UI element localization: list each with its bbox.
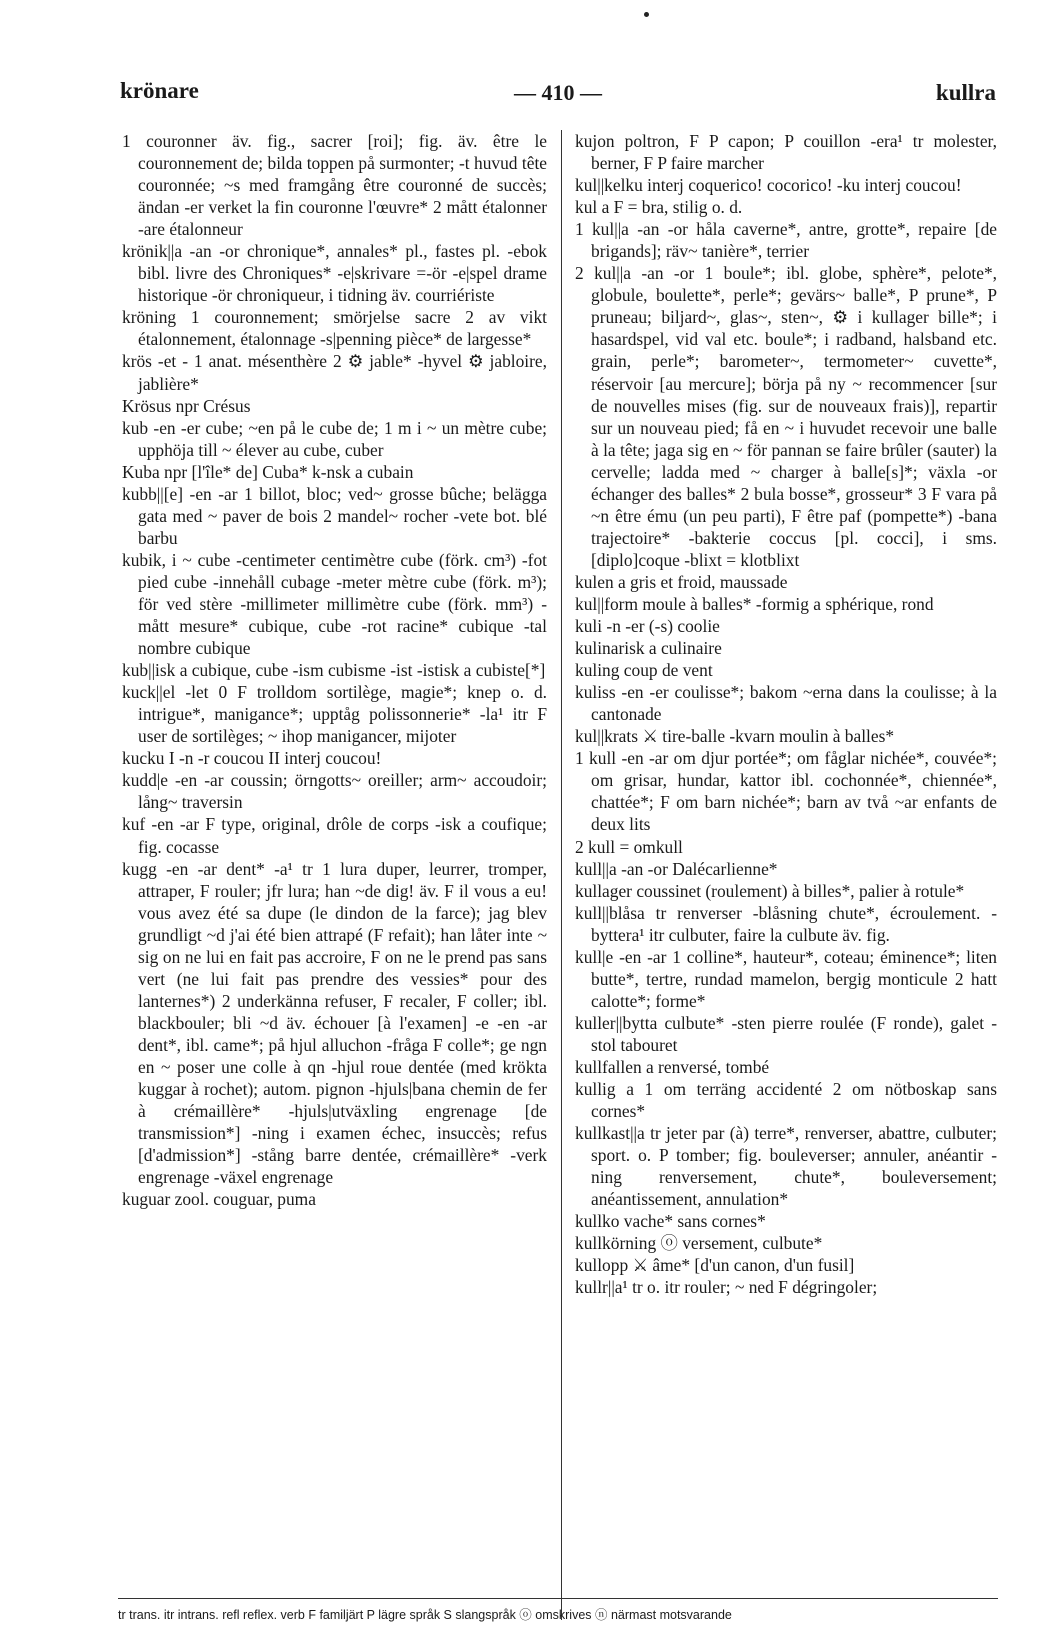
page-number: — 410 — — [514, 80, 602, 105]
dictionary-entry: kul||krats ⚔ tire-balle -kvarn moulin à balles* — [575, 726, 895, 747]
dictionary-entry: kugg -en -ar dent* -a¹ tr 1 lura duper, leurrer, tromper, attraper, F rouler; jfr lura; han ~de dig! äv. F il vous a eu! vous avez été sa dupe (le dindon de la farce); jag blev grundligt ~d j'ai été bien attrapé (F refait); han låter inte ~ sig on ne lui en fait pas accroire, F on ne le prend pas sans vert (ne lui fait pas prendre des vessies* pour des lanternes*) 2 underkänna refuser, F recaler, F coller; ibl. blackbouler; bli ~d äv. échouer [à l'examen] -e -en -ar dent*, ibl. came*; på hjul alluchon -fråga F colle*; ge ngn en ~ poser une colle à qn -hjul roue dentée (med krökta kuggar à rochet); autom. pignon -hjuls|bana chemin de fer à crémaillère* -hjuls|utväxling engrenage [de transmission*] -ning i examen échec, insuccès; refus [d'admission*] -stång barre dentée, crémaillère* -verk engrenage -växel engrenage — [122, 858, 547, 1188]
dictionary-entry: Krösus npr Crésus — [122, 395, 251, 416]
dictionary-entry: kubik, i ~ cube -centimeter centimètre cube (förk. cm³) -fot pied cube -innehåll cubage -meter mètre cube (förk. m³); för ved stère -millimeter millimètre cube (förk. mm³) -mått mesure* cubique, cube -rot racine* cubique -tal nombre cubique — [122, 549, 547, 659]
dictionary-entry: kuling coup de vent — [575, 660, 713, 681]
dictionary-entry: kuck||el -let 0 F trolldom sortilège, magie*; knep o. d. intrigue*, manigance*; upptåg polissonnerie* -la¹ itr F user de sortilèges; ~ ihop manigancer, mijoter — [122, 682, 547, 747]
dictionary-entry: kul||kelku interj coquerico! cocorico! -ku interj coucou! — [575, 175, 962, 196]
page-header — [120, 78, 996, 118]
column-divider — [561, 130, 562, 1620]
dictionary-entry: kull|e -en -ar 1 colline*, hauteur*, coteau; éminence*; liten butte*, tertre, rundad mamelon, bergig monticule 2 hatt calotte*; forme* — [575, 946, 997, 1011]
dictionary-entry: kullkörning ⓞ versement, culbute* — [575, 1233, 823, 1254]
dictionary-entry: kub -en -er cube; ~en på le cube de; 1 m i ~ un mètre cube; upphöja till ~ élever au cube, cuber — [122, 417, 547, 460]
ink-dot — [644, 12, 649, 17]
dictionary-entry: kuguar zool. couguar, puma — [122, 1189, 316, 1210]
header-first-word: krönare — [120, 78, 199, 103]
dictionary-entry: kullfallen a renversé, tombé — [575, 1056, 770, 1077]
dictionary-entry: kujon poltron, F P capon; P couillon -era¹ tr molester, berner, F P faire marcher — [575, 131, 997, 174]
dictionary-entry: kuf -en -ar F type, original, drôle de corps -isk a coufique; fig. cocasse — [122, 814, 547, 857]
dictionary-entry: kull||a -an -or Dalécarlienne* — [575, 858, 778, 879]
dictionary-entry: kul a F = bra, stilig o. d. — [575, 197, 743, 218]
dictionary-entry: kul||form moule à balles* -formig a sphérique, rond — [575, 593, 934, 614]
dictionary-entry: kull||blåsa tr renverser -blåsning chute*, écroulement. -byttera¹ itr culbuter, faire la culbute äv. fig. — [575, 902, 997, 945]
dictionary-entry: kullager coussinet (roulement) à billes*, palier à rotule* — [575, 880, 965, 901]
dictionary-entry: kub||isk a cubique, cube -ism cubisme -ist -istisk a cubiste[*] — [122, 660, 546, 681]
right-column — [575, 130, 997, 1298]
footer-rule — [118, 1598, 998, 1599]
dictionary-entry: kröning 1 couronnement; smörjelse sacre 2 av vikt étalonnement, étalonnage -s|penning pièce* de largesse* — [122, 307, 547, 350]
dictionary-entry: 1 kul||a -an -or håla caverne*, antre, grotte*, repaire [de brigands]; räv~ tanière*, terrier — [575, 219, 997, 262]
dictionary-entry: kuli -n -er (-s) coolie — [575, 616, 720, 637]
dictionary-entry: 1 kull -en -ar om djur portée*; om fåglar nichée*, couvée*; om grisar, hundar, kattor ibl. cochonnée*, chiennée*, chattée*; F om barn nichée*; barn av två ~ar enfants de deux lits — [575, 748, 997, 835]
dictionary-entry: kullig a 1 om terräng accidenté 2 om nötboskap sans cornes* — [575, 1079, 997, 1122]
dictionary-entry: kullr||a¹ tr o. itr rouler; ~ ned F dégringoler; — [575, 1277, 878, 1298]
left-column — [122, 130, 547, 1210]
dictionary-entry: kudd|e -en -ar coussin; örngotts~ oreiller; arm~ accoudoir; lång~ traversin — [122, 770, 547, 813]
dictionary-entry: kullko vache* sans cornes* — [575, 1211, 766, 1232]
dictionary-entry: 2 kull = omkull — [575, 836, 683, 857]
dictionary-entry: kullopp ⚔ âme* [d'un canon, d'un fusil] — [575, 1255, 855, 1276]
dictionary-entry: 2 kul||a -an -or 1 boule*; ibl. globe, sphère*, pelote*, globule, boulette*, perle*; gevärs~ balle*, P prune*, P pruneau; biljard~, glas~, sten~, ⚙ i kullager bille*; i hasardspel, vid val etc. boule*; i radband, halsband etc. grain, perle*; barometer~, termometer~ cuvette*, réservoir [au mercure]; börja på ny ~ recommencer [sur de nouvelles mises (fig. sur de nouveaux frais)], repartir sur un nouveau pied; få en ~ i huvudet recevoir une balle à la tête; jaga sig en ~ för pannan se faire brûler (sauter) la cervelle; ladda med ~ charger à balle[s]*; växla -or échanger des balles* 2 bula bosse*, grosseur* 3 F vara på ~n être ému (un peu parti), F être paf (pompette*) -bana trajectoire* -bakterie coccus [pl. cocci], i sms. [diplo]coque -blixt = klotblixt — [575, 263, 997, 570]
dictionary-entry: Kuba npr [l'île* de] Cuba* k-nsk a cubain — [122, 461, 414, 482]
header-last-word: kullra — [935, 80, 996, 105]
dictionary-entry: krönik||a -an -or chronique*, annales* pl., fastes pl. -ebok bibl. livre des Chroniques* -e|skrivare =-ör -e|spel drame historique -ör chroniqueur, i tidning äv. courriériste — [122, 241, 547, 306]
dictionary-entry: kullkast||a tr jeter par (à) terre*, renverser, abattre, culbuter; sport. o. P tomber; fig. bouleverser; annuler, anéantir -ning renversement, chute*, bouleversement; anéantissement, annulation* — [575, 1123, 997, 1210]
dictionary-entry: kulen a gris et froid, maussade — [575, 571, 788, 592]
dictionary-entry: krös -et - 1 anat. mésenthère 2 ⚙ jable* -hyvel ⚙ jabloire, jablière* — [122, 351, 547, 394]
dictionary-entry: kubb||[e] -en -ar 1 billot, bloc; ved~ grosse bûche; belägga gata med ~ paver de bois 2 mandel~ rocher -vete bot. blé barbu — [122, 483, 547, 548]
dictionary-entry: kucku I -n -r coucou II interj coucou! — [122, 748, 382, 769]
dictionary-entry: kuliss -en -er coulisse*; bakom ~erna dans la coulisse; à la cantonade — [575, 682, 997, 725]
dictionary-entry: kulinarisk a culinaire — [575, 638, 722, 659]
dictionary-entry: kuller||bytta culbute* -sten pierre roulée (F ronde), galet -stol tabouret — [575, 1012, 997, 1055]
abbreviation-legend: tr trans. itr intrans. refl reflex. verb F familjärt P lägre språk S slangspråk ⓞ omskrives ⓝ närmast motsvarande — [118, 1608, 732, 1622]
dictionary-entry: 1 couronner äv. fig., sacrer [roi]; fig. äv. être le couronnement de; bilda toppen på surmonter; -t huvud tête couronnée; ~s med framgång être couronné de succès; ändan -er verket la fin couronne l'œuvre* 2 mått étalonner -are étalonneur — [122, 131, 547, 240]
